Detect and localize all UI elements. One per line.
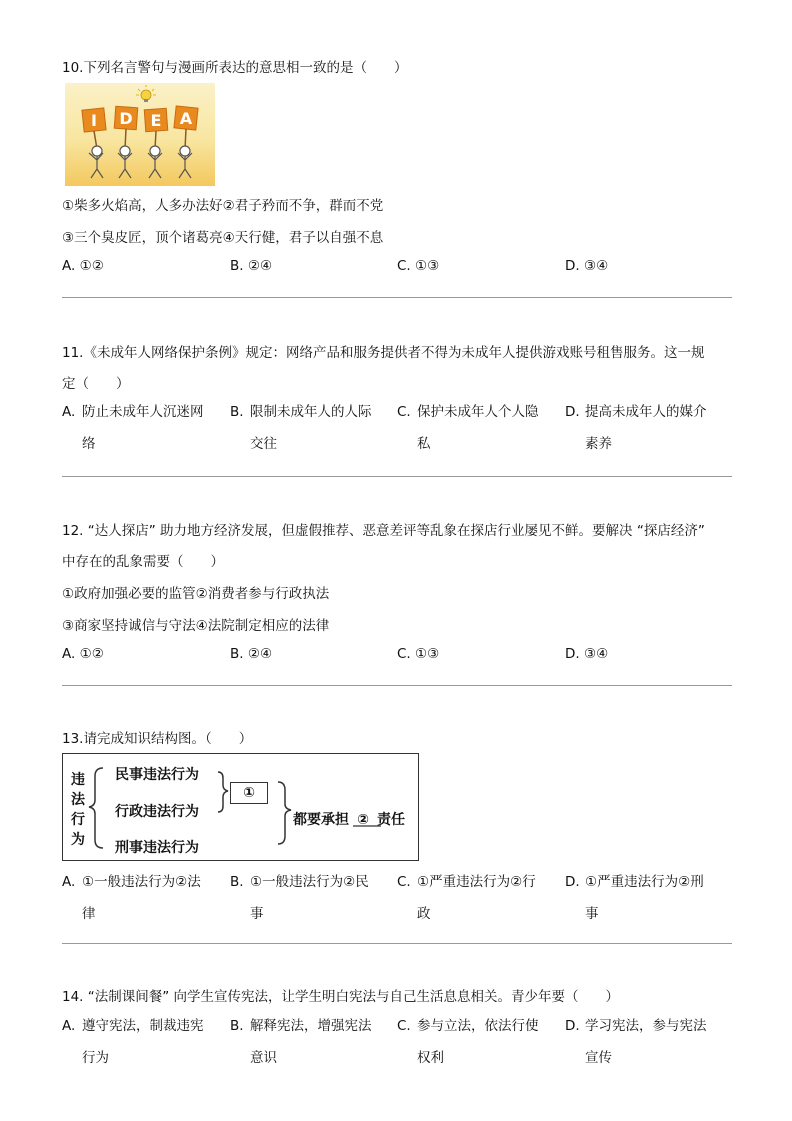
option-text: ①② bbox=[79, 258, 104, 274]
option-label: A. bbox=[62, 874, 76, 890]
option-text-line1: ①严重违法行为②行 bbox=[417, 874, 536, 890]
lightbulb-icon bbox=[136, 85, 156, 102]
divider bbox=[62, 476, 732, 477]
root-char: 为 bbox=[71, 832, 85, 848]
option-text-line1: 遵守宪法，制裁违宪 bbox=[82, 1018, 204, 1034]
q13-stem: 13.请完成知识结构图。（ ） bbox=[62, 731, 253, 747]
option-text-line2: 交往 bbox=[250, 436, 277, 452]
option-label: D. bbox=[565, 646, 580, 662]
option-label: A. bbox=[62, 1018, 76, 1034]
option-label: B. bbox=[230, 646, 244, 662]
option-text-line2: 宣传 bbox=[585, 1050, 612, 1066]
option-label: C. bbox=[397, 874, 411, 890]
option-text-line2: 事 bbox=[250, 906, 264, 922]
option-text: ③④ bbox=[583, 258, 609, 274]
tail-blank: ② bbox=[357, 812, 369, 828]
q11-stem-line2: 定（ ） bbox=[62, 376, 130, 392]
knowledge-structure-diagram bbox=[62, 753, 419, 861]
option-label: A. bbox=[62, 646, 76, 662]
option-text-line1: 防止未成年人沉迷网 bbox=[82, 404, 204, 420]
option-text-line2: 私 bbox=[417, 436, 431, 452]
option-text-line1: ①一般违法行为②法 bbox=[82, 874, 201, 890]
option-text: ②④ bbox=[247, 646, 273, 662]
tail-prefix: 都要承担 bbox=[293, 812, 349, 828]
idea-letter-a: A bbox=[179, 109, 193, 128]
q12-stem-line2: 中存在的乱象需要（ ） bbox=[62, 554, 224, 570]
option-label: D. bbox=[565, 258, 580, 274]
q10-option-d[interactable] bbox=[565, 258, 608, 274]
diagram-tail-text bbox=[293, 809, 405, 829]
root-char: 法 bbox=[71, 792, 85, 808]
branch-administrative: 行政违法行为 bbox=[115, 804, 199, 820]
divider bbox=[62, 297, 732, 298]
q12-option-b[interactable] bbox=[230, 646, 272, 662]
option-text-line1: 学习宪法，参与宪法 bbox=[585, 1018, 707, 1034]
q14-stem: 14. “法制课间餐” 向学生宣传宪法，让学生明白宪法与自己生活息息相关。青少年要（ ） bbox=[62, 989, 620, 1005]
option-text-line2: 络 bbox=[82, 436, 96, 452]
q10-option-b[interactable] bbox=[230, 258, 272, 274]
option-text-line2: 律 bbox=[82, 906, 96, 922]
option-text-line2: 素养 bbox=[585, 436, 612, 452]
tail-suffix: 责任 bbox=[377, 812, 405, 828]
option-label: B. bbox=[230, 1018, 244, 1034]
q10-option-c[interactable] bbox=[397, 258, 439, 274]
root-char: 违 bbox=[71, 772, 85, 788]
q12-statements-line2: ③商家坚持诚信与守法④法院制定相应的法律 bbox=[62, 618, 330, 634]
option-label: C. bbox=[397, 1018, 411, 1034]
option-label: B. bbox=[230, 874, 244, 890]
option-text: ①③ bbox=[415, 646, 440, 662]
q10-option-a[interactable] bbox=[62, 258, 104, 274]
option-text: ①② bbox=[79, 646, 104, 662]
option-text-line1: 提高未成年人的媒介 bbox=[585, 404, 707, 420]
option-text-line2: 权利 bbox=[417, 1050, 444, 1066]
option-label: D. bbox=[565, 1018, 580, 1034]
divider bbox=[62, 943, 732, 944]
q10-stem: 10.下列名言警句与漫画所表达的意思相一致的是（ ） bbox=[62, 60, 408, 76]
q12-option-c[interactable] bbox=[397, 646, 439, 662]
q10-statements-line2: ③三个臭皮匠，顶个诸葛亮④天行健，君子以自强不息 bbox=[62, 230, 384, 246]
stick-figures bbox=[89, 146, 192, 178]
option-label: A. bbox=[62, 258, 76, 274]
option-text-line1: 保护未成年人个人隐 bbox=[417, 404, 539, 420]
q12-stem-line1: 12. “达人探店” 助力地方经济发展，但虚假推荐、恶意差评等乱象在探店行业屡见不鲜。要解决 “探店经济” bbox=[62, 523, 705, 539]
option-text-line1: 解释宪法，增强宪法 bbox=[250, 1018, 372, 1034]
q10-statements-line1: ①柴多火焰高，人多办法好②君子矜而不争，群而不党 bbox=[62, 198, 384, 214]
option-text-line1: ①一般违法行为②民 bbox=[250, 874, 369, 890]
branch-criminal: 刑事违法行为 bbox=[115, 840, 199, 856]
option-label: C. bbox=[397, 258, 411, 274]
idea-letter-e: E bbox=[150, 111, 162, 130]
idea-cartoon-image bbox=[65, 83, 215, 186]
divider bbox=[62, 685, 732, 686]
option-label: B. bbox=[230, 258, 244, 274]
option-label: D. bbox=[565, 404, 580, 420]
q11-stem-line1: 11.《未成年人网络保护条例》规定：网络产品和服务提供者不得为未成年人提供游戏账号租售服务。这一规 bbox=[62, 345, 705, 361]
idea-cartoon-illustration bbox=[65, 83, 215, 186]
option-text-line2: 政 bbox=[417, 906, 431, 922]
idea-letter-d: D bbox=[119, 109, 133, 128]
letter-signs bbox=[82, 106, 198, 132]
q12-option-a[interactable] bbox=[62, 646, 104, 662]
option-label: C. bbox=[397, 404, 411, 420]
option-text: ②④ bbox=[247, 258, 273, 274]
option-text: ①③ bbox=[415, 258, 440, 274]
option-label: C. bbox=[397, 646, 411, 662]
option-label: A. bbox=[62, 404, 76, 420]
diagram-blank-box: ① bbox=[230, 782, 268, 804]
branch-civil: 民事违法行为 bbox=[115, 767, 199, 783]
option-label: D. bbox=[565, 874, 580, 890]
option-text-line1: 限制未成年人的人际 bbox=[250, 404, 372, 420]
q12-option-d[interactable] bbox=[565, 646, 608, 662]
option-text-line2: 行为 bbox=[82, 1050, 109, 1066]
option-label: B. bbox=[230, 404, 244, 420]
option-text: ③④ bbox=[583, 646, 609, 662]
root-char: 行 bbox=[71, 812, 85, 828]
option-text-line2: 意识 bbox=[250, 1050, 277, 1066]
option-text-line1: ①严重违法行为②刑 bbox=[585, 874, 704, 890]
q12-statements-line1: ①政府加强必要的监管②消费者参与行政执法 bbox=[62, 586, 330, 602]
option-text-line2: 事 bbox=[585, 906, 599, 922]
option-text-line1: 参与立法，依法行使 bbox=[417, 1018, 539, 1034]
idea-letter-i: I bbox=[91, 111, 97, 130]
